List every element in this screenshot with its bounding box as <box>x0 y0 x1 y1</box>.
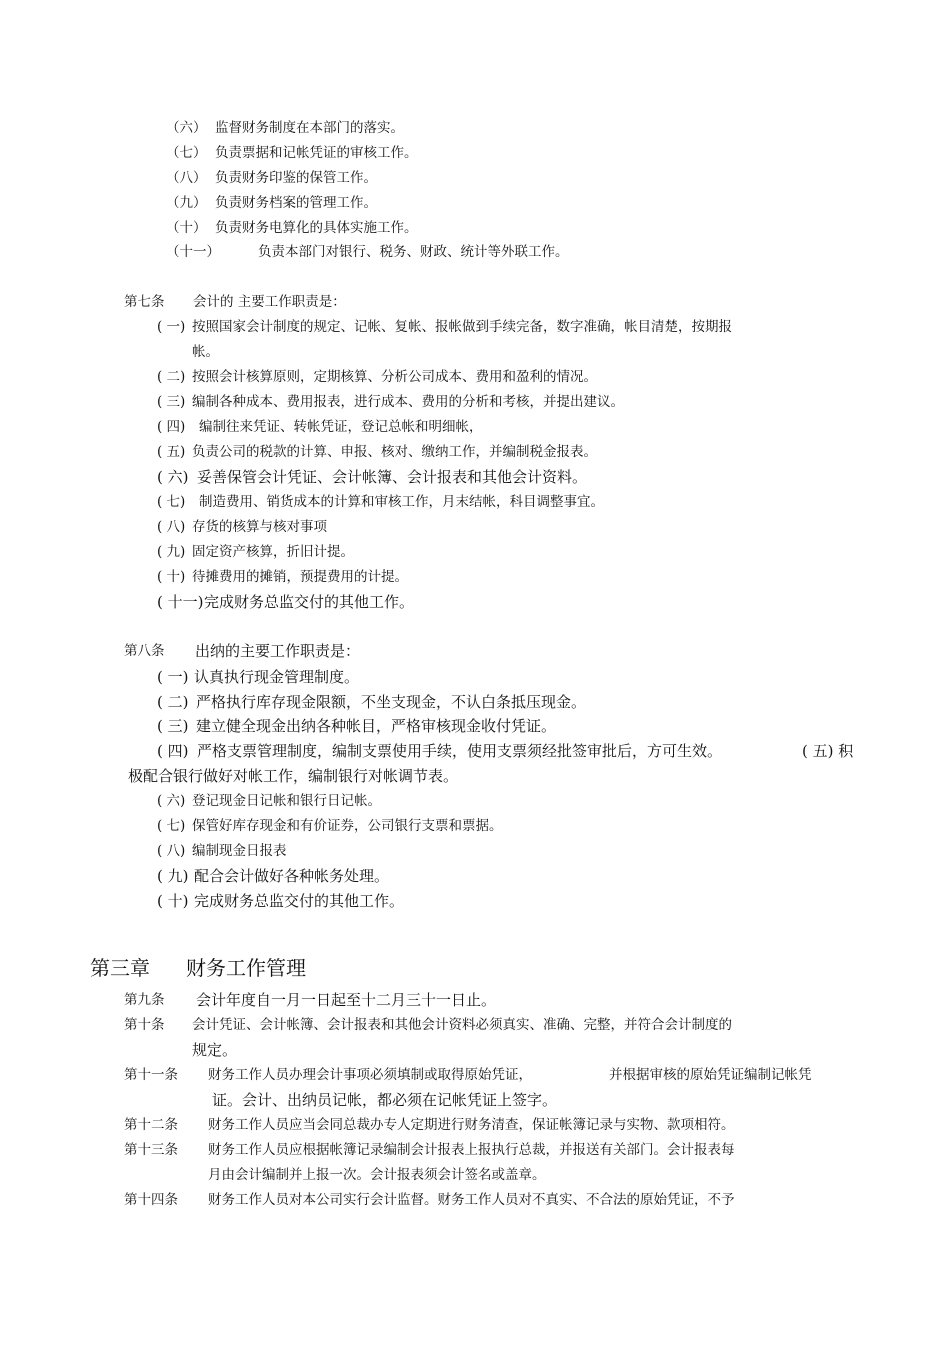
article-continuation: 证。会计、出纳员记帐，都必须在记帐凭证上签字。 <box>212 1091 558 1109</box>
list-item-text: 编制各种成本、费用报表，进行成本、费用的分析和考核，并提出建议。 <box>192 394 624 410</box>
list-item-number: ( 七) <box>157 494 186 510</box>
list-item-text: 负责财务档案的管理工作。 <box>215 195 377 211</box>
article-label: 第十一条 <box>124 1067 178 1083</box>
list-item-text: 保管好库存现金和有价证券，公司银行支票和票据。 <box>192 818 503 834</box>
article-text: 会计凭证、会计帐簿、会计报表和其他会计资料必须真实、准确、完整，并符合会计制度的 <box>192 1017 732 1033</box>
list-item-text: 编制现金日报表 <box>192 843 287 859</box>
list-item-number: （九） <box>166 195 207 211</box>
list-item-text: 完成财务总监交付的其他工作。 <box>194 892 405 910</box>
list-item-text: 按照国家会计制度的规定、记帐、复帐、报帐做到手续完备，数字准确，帐目清楚，按期报 <box>192 319 732 335</box>
list-item-number: ( 七) <box>157 818 186 834</box>
list-item-text: 负责财务印鉴的保管工作。 <box>215 170 377 186</box>
list-item-text: 配合会计做好各种帐务处理。 <box>194 867 390 885</box>
list-item-number: ( 九) <box>157 544 186 560</box>
list-item-continuation: 极配合银行做好对帐工作，编制银行对帐调节表。 <box>128 767 459 785</box>
article-label: 第九条 <box>124 992 165 1008</box>
list-item-number: ( 三) <box>157 394 186 410</box>
article-text: 财务工作人员办理会计事项必须填制或取得原始凭证， <box>208 1067 532 1083</box>
list-item-number: ( 一) <box>157 668 189 686</box>
article-title: 会计的 主要工作职责是： <box>193 294 346 310</box>
list-item-text: 完成财务总监交付的其他工作。 <box>204 593 415 611</box>
list-item-text: 负责财务电算化的具体实施工作。 <box>215 220 418 236</box>
article-label: 第十二条 <box>124 1117 178 1133</box>
list-item-number: ( 二) <box>157 693 189 711</box>
article-text: 财务工作人员应根据帐簿记录编制会计报表上报执行总裁，并报送有关部门。会计报表每 <box>208 1142 735 1158</box>
list-item-number: ( 九) <box>157 867 189 885</box>
list-item-number: （八） <box>166 170 207 186</box>
list-item-number: （十一） <box>166 244 220 260</box>
list-item-number: ( 八) <box>157 843 186 859</box>
list-item-text: 存货的核算与核对事项 <box>192 519 327 535</box>
list-item-number: ( 十) <box>157 892 189 910</box>
list-item-text: 登记现金日记帐和银行日记帐。 <box>192 793 381 809</box>
article-text-part2: 并根据审核的原始凭证编制记帐凭 <box>609 1067 812 1083</box>
chapter-label: 第三章 <box>90 956 150 980</box>
article-text: 财务工作人员应当会同总裁办专人定期进行财务清查，保证帐簿记录与实物、款项相符。 <box>208 1117 735 1133</box>
list-item-text: 负责票据和记帐凭证的审核工作。 <box>215 145 418 161</box>
list-item-text: 负责公司的税款的计算、申报、核对、缴纳工作，并编制税金报表。 <box>192 444 597 460</box>
article-label: 第十条 <box>124 1017 165 1033</box>
list-item-number: ( 六) <box>157 468 189 486</box>
article-label: 第八条 <box>124 643 165 659</box>
list-item-text: 待摊费用的摊销，预提费用的计提。 <box>192 569 408 585</box>
list-item-number: （十） <box>166 220 207 236</box>
list-item-text: 建立健全现金出纳各种帐目，严格审核现金收付凭证。 <box>196 717 557 735</box>
list-item-text: 监督财务制度在本部门的落实。 <box>215 120 404 136</box>
list-item-number: （七） <box>166 145 207 161</box>
list-item-number: ( 四) <box>157 742 189 760</box>
list-item-text: 负责本部门对银行、税务、财政、统计等外联工作。 <box>258 244 569 260</box>
list-item-number: ( 五) <box>157 444 186 460</box>
list-item-number: ( 一) <box>157 319 186 335</box>
article-label: 第十三条 <box>124 1142 178 1158</box>
list-item-number: （六） <box>166 120 207 136</box>
list-item-continuation: 帐。 <box>192 344 219 360</box>
article-continuation: 规定。 <box>192 1041 238 1059</box>
article-label: 第七条 <box>124 294 165 310</box>
list-item-text: 编制往来凭证、转帐凭证，登记总帐和明细帐， <box>199 419 483 435</box>
list-item-number: ( 二) <box>157 369 186 385</box>
list-item-number: ( 四) <box>157 419 186 435</box>
list-item-text: 制造费用、销货成本的计算和审核工作，月末结帐，科目调整事宜。 <box>199 494 604 510</box>
list-item-text: 妥善保管会计凭证、会计帐簿、会计报表和其他会计资料。 <box>197 468 588 486</box>
list-item-number: ( 十一) <box>157 593 204 611</box>
article-title: 出纳的主要工作职责是： <box>195 642 361 660</box>
chapter-title: 财务工作管理 <box>186 956 306 980</box>
list-item-text: 按照会计核算原则，定期核算、分析公司成本、费用和盈利的情况。 <box>192 369 597 385</box>
list-item-number: ( 六) <box>157 793 186 809</box>
list-item-text: 固定资产核算，折旧计提。 <box>192 544 354 560</box>
article-continuation: 月由会计编制并上报一次。会计报表须会计签名或盖章。 <box>208 1167 546 1183</box>
article-label: 第十四条 <box>124 1192 178 1208</box>
article-text: 财务工作人员对本公司实行会计监督。财务工作人员对不真实、不合法的原始凭证，不予 <box>208 1192 735 1208</box>
list-item-number: ( 八) <box>157 519 186 535</box>
article-text: 会计年度自一月一日起至十二月三十一日止。 <box>196 991 497 1009</box>
list-item-text: 严格支票管理制度，编制支票使用手续，使用支票须经批签审批后，方可生效。 <box>197 742 723 760</box>
list-item-number: ( 十) <box>157 569 186 585</box>
list-item-text: 认真执行现金管理制度。 <box>194 668 360 686</box>
list-item-number: ( 三) <box>157 717 189 735</box>
list-item-text: 严格执行库存现金限额，不坐支现金，不认白条抵压现金。 <box>196 693 587 711</box>
list-item-inline-number: ( 五) 积 <box>802 742 854 760</box>
